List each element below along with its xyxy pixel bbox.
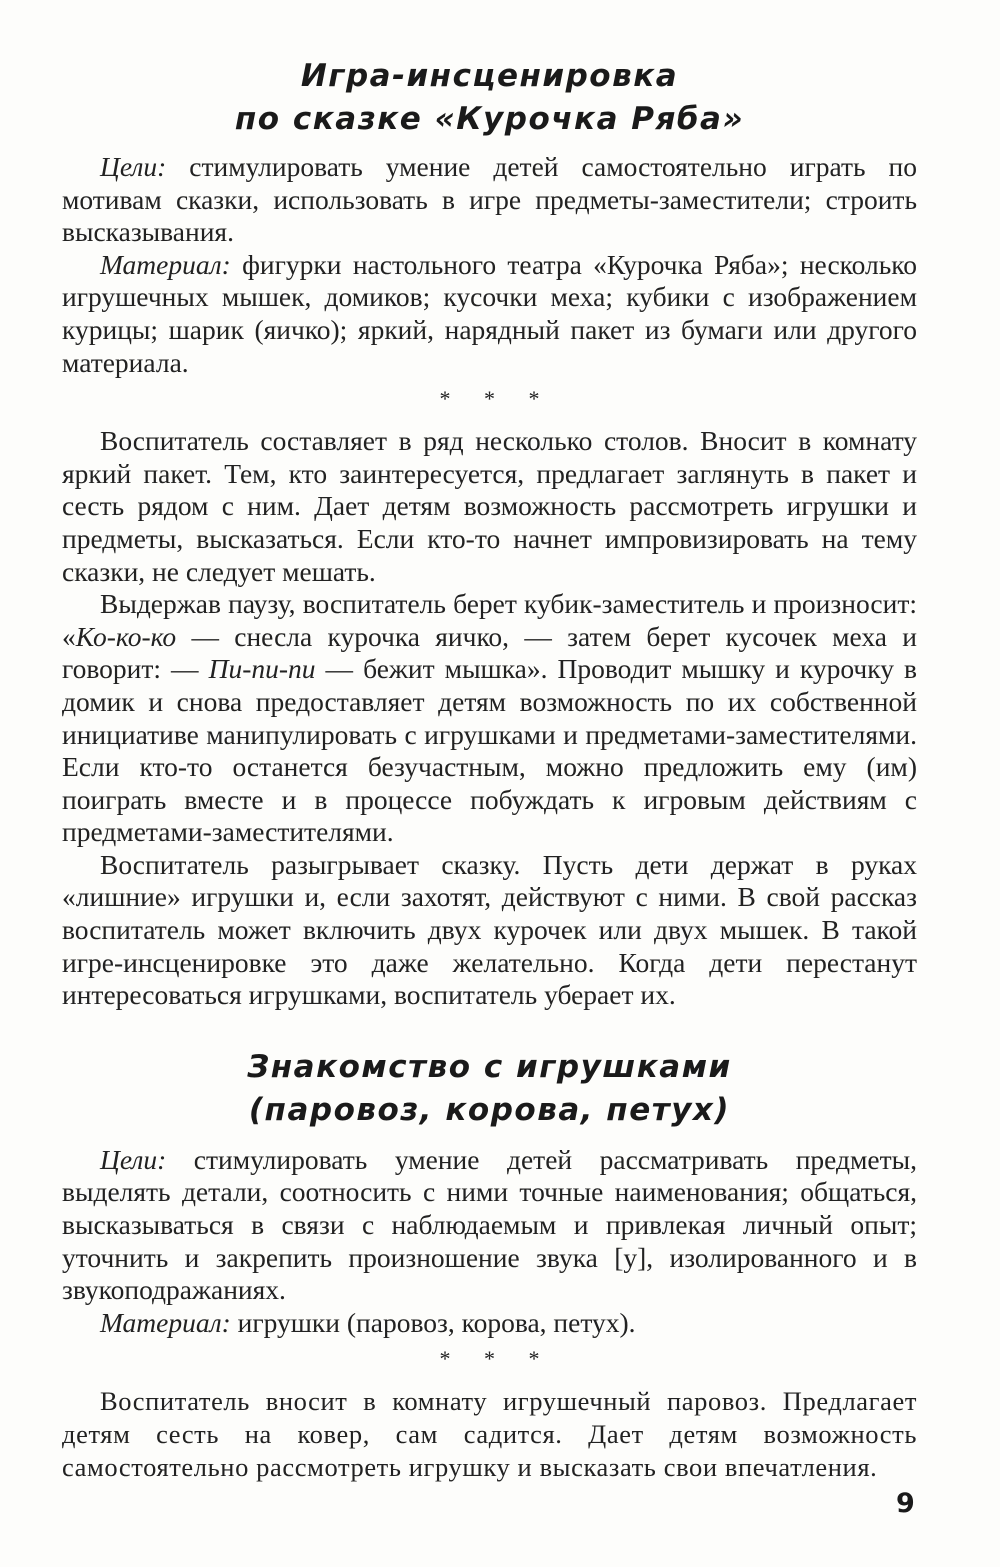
section-title-toys <box>62 1046 917 1132</box>
title-line: (паровоз, корова, петух) <box>248 1091 731 1128</box>
text-run: — бежит мышка». Проводит мышку и курочку в домик и снова предоставляет детям возможность по их собственной инициативе манипулировать с игрушками и предметами-заместителями. Если кто-то останется безучастным, можно предложить ему (им) поиграть вместе и в процессе побуждать к игровым действиям с предметами-заместителями. <box>62 653 917 848</box>
goals-paragraph <box>62 151 917 249</box>
body-paragraph: Воспитатель разыгрывает сказку. Пусть дети держат в руках «лишние» игрушки и, если захотят, действуют с ними. В свой рассказ воспитатель может включить двух курочек или двух мышек. В такой игре-инсценировке это даже желательно. Когда дети перестанут интересоваться игрушками, воспитатель уберает их. <box>62 848 917 1011</box>
material-text: фигурки настольного театра «Курочка Ряба»; несколько игрушечных мышек, домиков; кусочки меха; кубики с изображением курицы; шарик (яичко); яркий, нарядный пакет из бумаги или другого материала. <box>62 248 917 378</box>
body-paragraph: Воспитатель вносит в комнату игрушечный паровоз. Предлагает детям сесть на ковер, сам садится. Дает детям возможность самостоятельно рассмотреть игрушку и высказать свои впечатления. <box>62 1386 917 1482</box>
material-paragraph <box>62 249 917 379</box>
material-text: игрушки (паровоз, корова, петух). <box>230 1306 636 1338</box>
goals-text: стимулировать умение детей самостоятельно играть по мотивам сказки, использовать в игре предметы-заместители; строить высказывания. <box>62 151 917 248</box>
goals-label: Цели: <box>100 151 167 182</box>
goals-label: Цели: <box>100 1143 167 1175</box>
separator-asterisks: * * * <box>439 1346 554 1372</box>
title-line: Игра-инсценировка <box>300 58 679 94</box>
title-line: Знакомство с игрушками <box>247 1048 732 1085</box>
text-run: — снесла курочка яичко, — затем берет кусочек меха и говорит: — <box>62 620 917 685</box>
onomatopoeia: Ко-ко-ко <box>75 620 177 652</box>
body-paragraph <box>62 588 917 849</box>
onomatopoeia: Пи-пи-пи <box>208 653 316 685</box>
material-paragraph <box>62 1307 917 1340</box>
text-run: Выдержав паузу, воспитатель берет кубик-заместитель и произносит: « <box>62 588 917 652</box>
goals-text: стимулировать умение детей рассматривать предметы, выделять детали, соотносить с ними точные наименования; общаться, высказываться в связи с наблюдаемым и привлекая личный опыт; уточнить и закрепить произношение звука [у], изолированного и в звукоподражаниях. <box>62 1143 917 1306</box>
title-line: по сказке «Курочка Ряба» <box>234 101 745 137</box>
material-label: Материал: <box>100 248 231 280</box>
material-label: Материал: <box>100 1306 231 1338</box>
separator-asterisks: * * * <box>439 386 554 412</box>
body-paragraph: Воспитатель составляет в ряд несколько столов. Вносит в комнату яркий пакет. Тем, кто заинтересуется, предлагает заглянуть в пакет и сесть рядом с ним. Дает детям возможность рассмотреть игрушки и предметы, высказаться. Если кто-то начнет импровизировать на тему сказки, не следует мешать. <box>62 425 917 587</box>
goals-paragraph <box>62 1144 917 1307</box>
section-title-kurochka <box>62 55 917 141</box>
page-number: 9 <box>896 1488 915 1519</box>
page-content <box>62 55 917 1483</box>
